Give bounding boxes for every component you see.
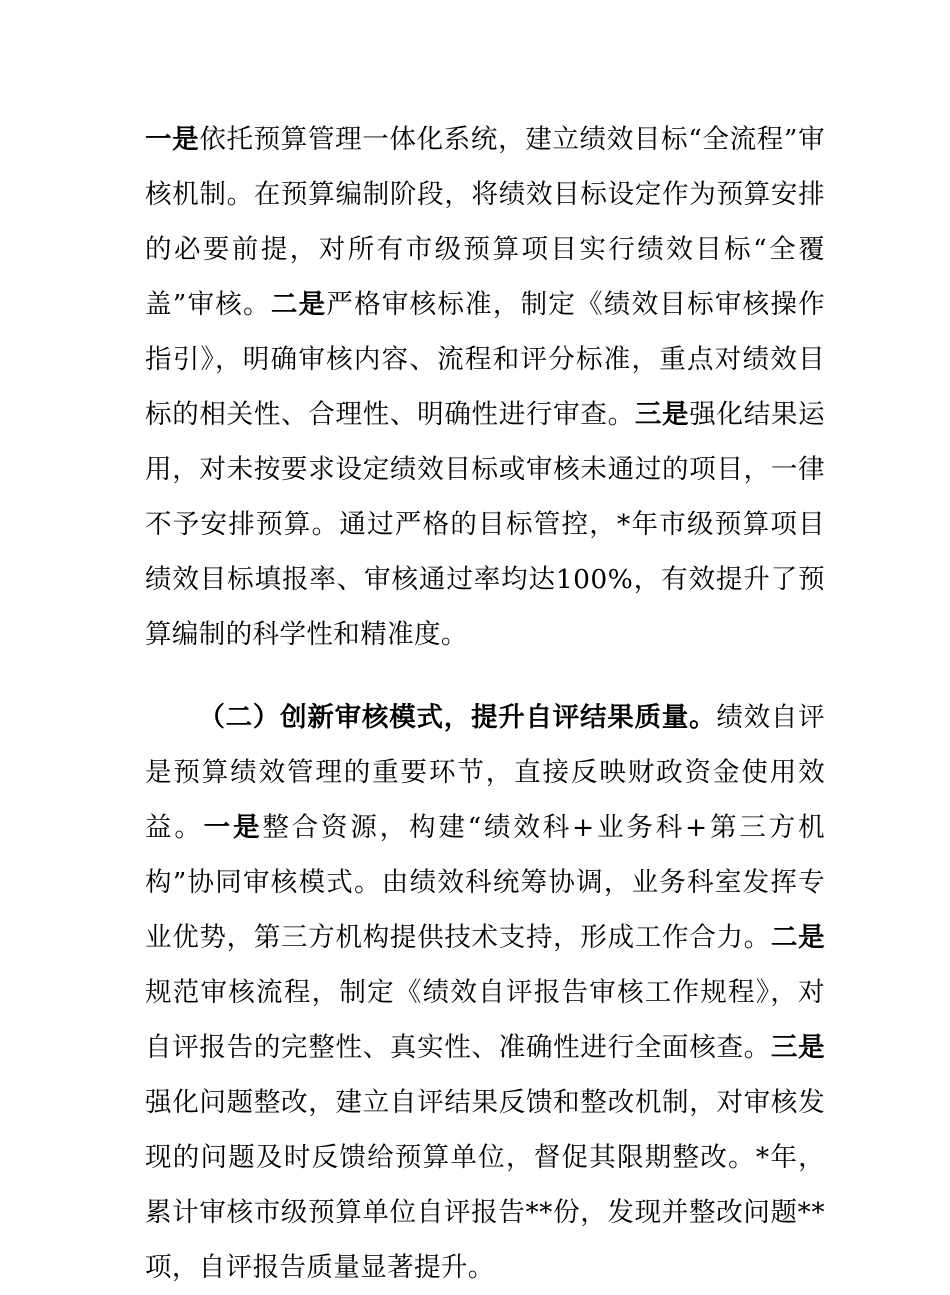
text-run-bold: 三是	[634, 399, 690, 430]
text-run: 强化结果运用，对未按要求设定绩效目标或审核未通过的项目，一律不予安排预算。通过严格的目标管控，*年市级预算项目绩效目标填报率、审核通过率均达100%，有效提升了预算编制的科学性和精准度。	[145, 399, 826, 650]
text-run: 整合资源，构建“绩效科+业务科+第三方机构”协同审核模式。由绩效科统筹协调，业务科室发挥专业优势，第三方机构提供技术支持，形成工作合力。	[145, 812, 825, 953]
text-run: 严格审核标准，制定《绩效目标审核操作指引》，明确审核内容、流程和评分标准，重点对绩效目标的相关性、合理性、明确性进行审查。	[145, 289, 825, 430]
text-run: 规范审核流程，制定《绩效自评报告审核工作规程》，对自评报告的完整性、真实性、准确性进行全面核查。	[145, 977, 825, 1063]
text-run-bold: 一是	[145, 124, 200, 155]
text-run: 强化问题整改，建立自评结果反馈和整改机制，对审核发现的问题及时反馈给预算单位，督促其限期整改。*年，累计审核市级预算单位自评报告**份，发现并整改问题**项，自评报告质量显著提升。	[145, 1087, 825, 1283]
text-run: 依托预算管理一体化系统，建立绩效目标“全流程”审核机制。在预算编制阶段，将绩效目标设定作为预算安排的必要前提，对所有市级预算项目实行绩效目标“全覆盖”审核。	[145, 124, 825, 320]
paragraph-1	[145, 112, 825, 662]
text-run-bold: 二是	[770, 922, 825, 953]
text-run-bold: 一是	[203, 812, 263, 843]
text-run-bold: 三是	[770, 1032, 825, 1063]
document-body	[145, 112, 825, 1295]
paragraph-2	[145, 690, 825, 1295]
text-run: 绩效自评是预算绩效管理的重要环节，直接反映财政资金使用效益。	[145, 702, 825, 843]
text-run-bold: （二）创新审核模式，提升自评结果质量。	[198, 702, 717, 733]
text-run-bold: 二是	[270, 289, 327, 320]
